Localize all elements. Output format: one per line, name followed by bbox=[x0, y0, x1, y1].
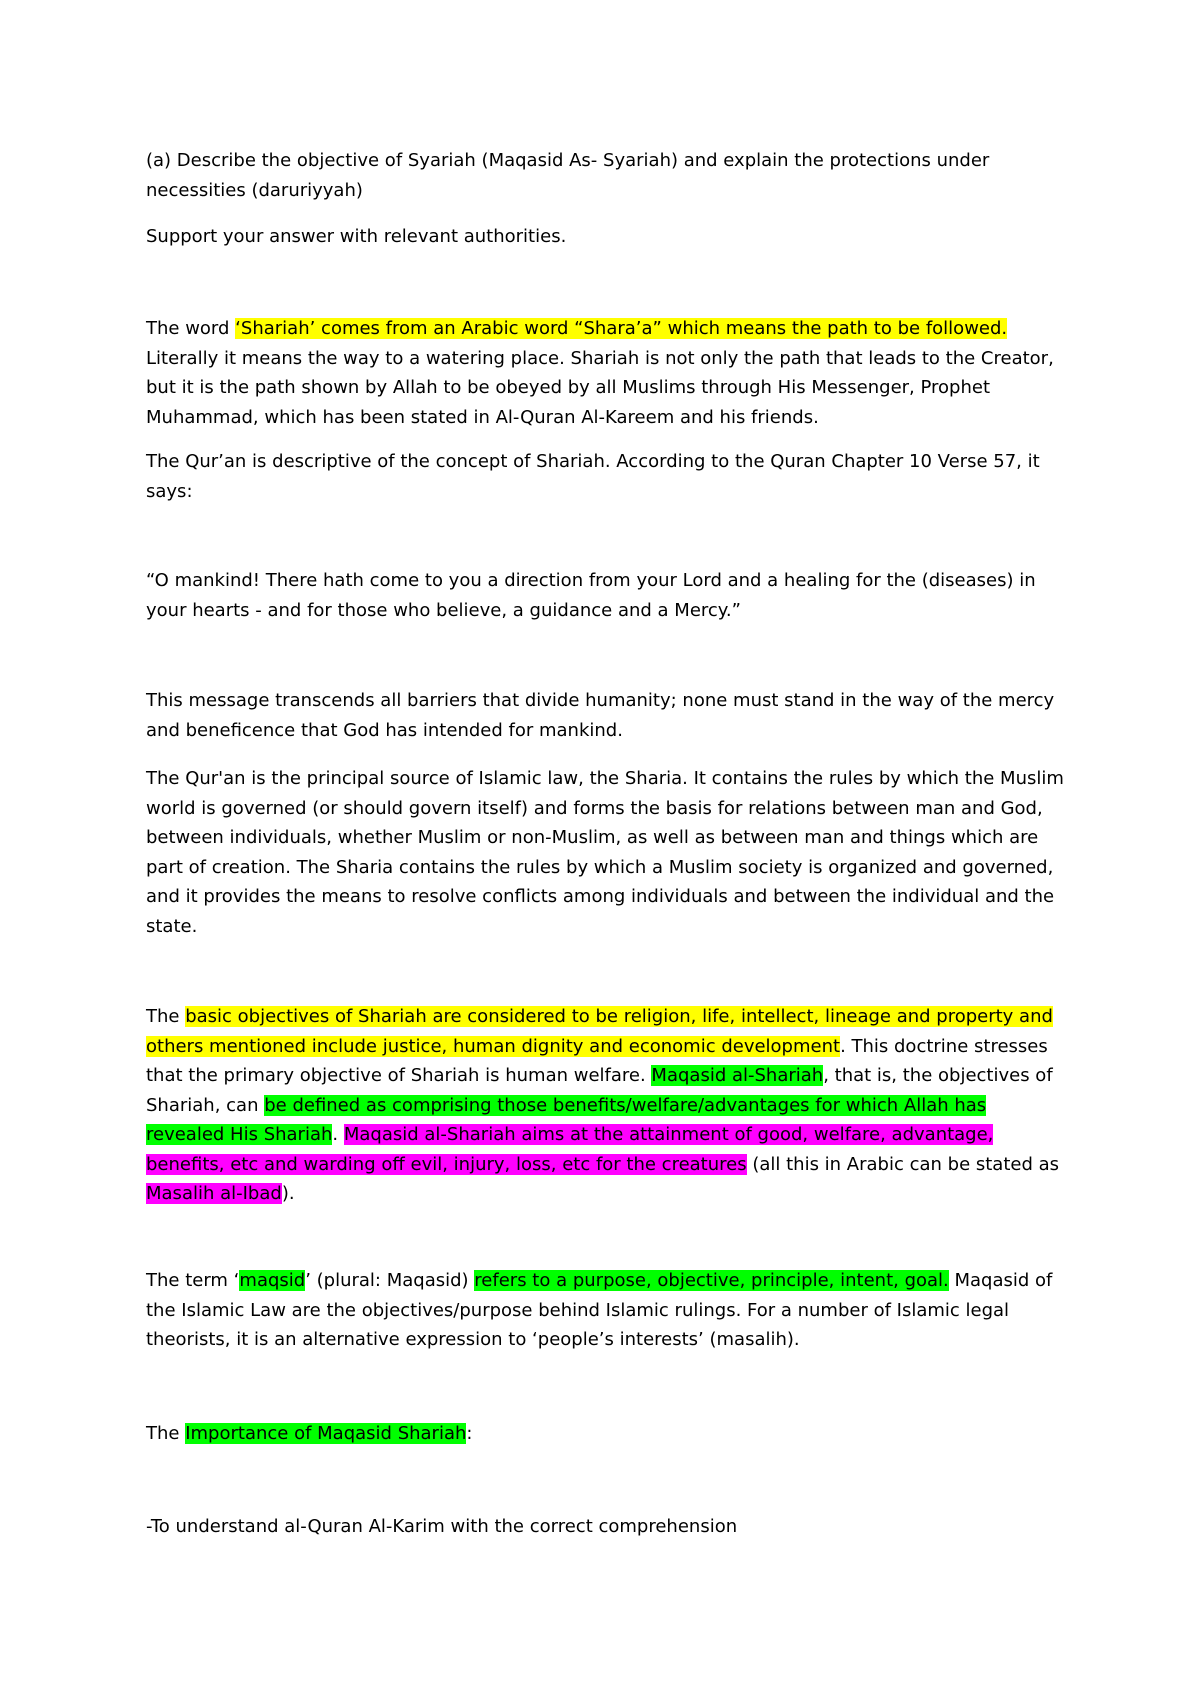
p5-text-a: The bbox=[146, 1006, 186, 1027]
p5-text-g: . bbox=[332, 1124, 344, 1145]
paragraph-shariah-definition bbox=[146, 314, 1066, 432]
p5-highlight-green-term: Maqasid al-Shariah bbox=[651, 1065, 824, 1086]
quran-quote bbox=[146, 566, 1066, 625]
p5-text-i: (all this in Arabic can be stated as bbox=[746, 1153, 1060, 1175]
paragraph-basic-objectives bbox=[146, 1002, 1066, 1209]
instruction-text: Support your answer with relevant authorities. bbox=[146, 226, 567, 247]
p2-text: The Qur’an is descriptive of the concept of Shariah. According to the Quran Chapter 10 Verse 57, it says: bbox=[146, 451, 1040, 502]
question-block bbox=[146, 146, 1066, 205]
p5-text-k: ). bbox=[281, 1183, 295, 1204]
p7-highlight-green-importance: Importance of Maqasid Shariah bbox=[185, 1423, 467, 1444]
paragraph-quran-source bbox=[146, 764, 1066, 941]
heading-importance bbox=[146, 1419, 1066, 1449]
p1-highlight-yellow: ‘Shariah’ comes from an Arabic word “Shara’a” which means the path to be followed. bbox=[235, 318, 1008, 339]
p7-text-a: The bbox=[146, 1423, 186, 1444]
p5-text-c: . This doctrine stresses that the primary objective of Shariah is human welfare. bbox=[146, 1035, 1048, 1086]
p1-text-a: The word bbox=[146, 318, 236, 339]
p6-text-c: ’ (plural: Maqasid) bbox=[305, 1270, 475, 1291]
list-item-understand-quran bbox=[146, 1512, 1066, 1542]
p6-text-e: Maqasid of the Islamic Law are the objectives/purpose behind Islamic rulings. For a number of Islamic legal theorists, it is an alternative expression to ‘people’s interests’ (masalih). bbox=[146, 1270, 1053, 1350]
paragraph-term-maqsid bbox=[146, 1266, 1066, 1355]
p5-highlight-yellow: basic objectives of Shariah are considered to be religion, life, intellect, lineage and property and others mentioned include justice, human dignity and economic development bbox=[146, 1006, 1053, 1057]
quote-text: “O mankind! There hath come to you a direction from your Lord and a healing for the (diseases) in your hearts - and for those who believe, a guidance and a Mercy.” bbox=[146, 570, 1036, 621]
p6-text-a: The term ‘ bbox=[146, 1270, 240, 1291]
p5-text-e: , that is, the objectives of Shariah, can bbox=[146, 1065, 1053, 1116]
paragraph-quran-descriptive bbox=[146, 447, 1066, 506]
p6-highlight-green-maqsid: maqsid bbox=[239, 1270, 306, 1291]
p4-text: The Qur'an is the principal source of Islamic law, the Sharia. It contains the rules by which the Muslim world is governed (or should govern itself) and forms the basis for relations between man and God, between individuals, whether Muslim or non-Muslim, as well as between man and things which are part of creation. The Sharia contains the rules by which a Muslim society is organized and governed, and it provides the means to resolve conflicts among individuals and between the individual and the state. bbox=[146, 768, 1064, 937]
p5-highlight-green-definition: be defined as comprising those benefits/welfare/advantages for which Allah has revealed His Shariah bbox=[146, 1094, 987, 1145]
paragraph-message bbox=[146, 686, 1066, 745]
p6-highlight-green-definition: refers to a purpose, objective, principle, intent, goal. bbox=[474, 1270, 949, 1291]
p5-highlight-magenta-masalih: Masalih al-Ibad bbox=[146, 1183, 282, 1204]
p8-text: -To understand al-Quran Al-Karim with the correct comprehension bbox=[146, 1516, 738, 1537]
question-text: (a) Describe the objective of Syariah (Maqasid As- Syariah) and explain the protections under necessities (daruriyyah) bbox=[146, 150, 990, 201]
p3-text: This message transcends all barriers that divide humanity; none must stand in the way of the mercy and beneficence that God has intended for mankind. bbox=[146, 690, 1055, 741]
p5-highlight-magenta-aims: Maqasid al-Shariah aims at the attainment of good, welfare, advantage, benefits, etc and warding off evil, injury, loss, etc for the creatures bbox=[146, 1124, 994, 1175]
p7-text-c: : bbox=[466, 1423, 473, 1444]
p1-text-c: Literally it means the way to a watering place. Shariah is not only the path that leads to the Creator, but it is the path shown by Allah to be obeyed by all Muslims through His Messenger, Prophet Muhammad, which has been stated in Al-Quran Al-Kareem and his friends. bbox=[146, 347, 1054, 428]
instruction-block bbox=[146, 222, 1066, 252]
